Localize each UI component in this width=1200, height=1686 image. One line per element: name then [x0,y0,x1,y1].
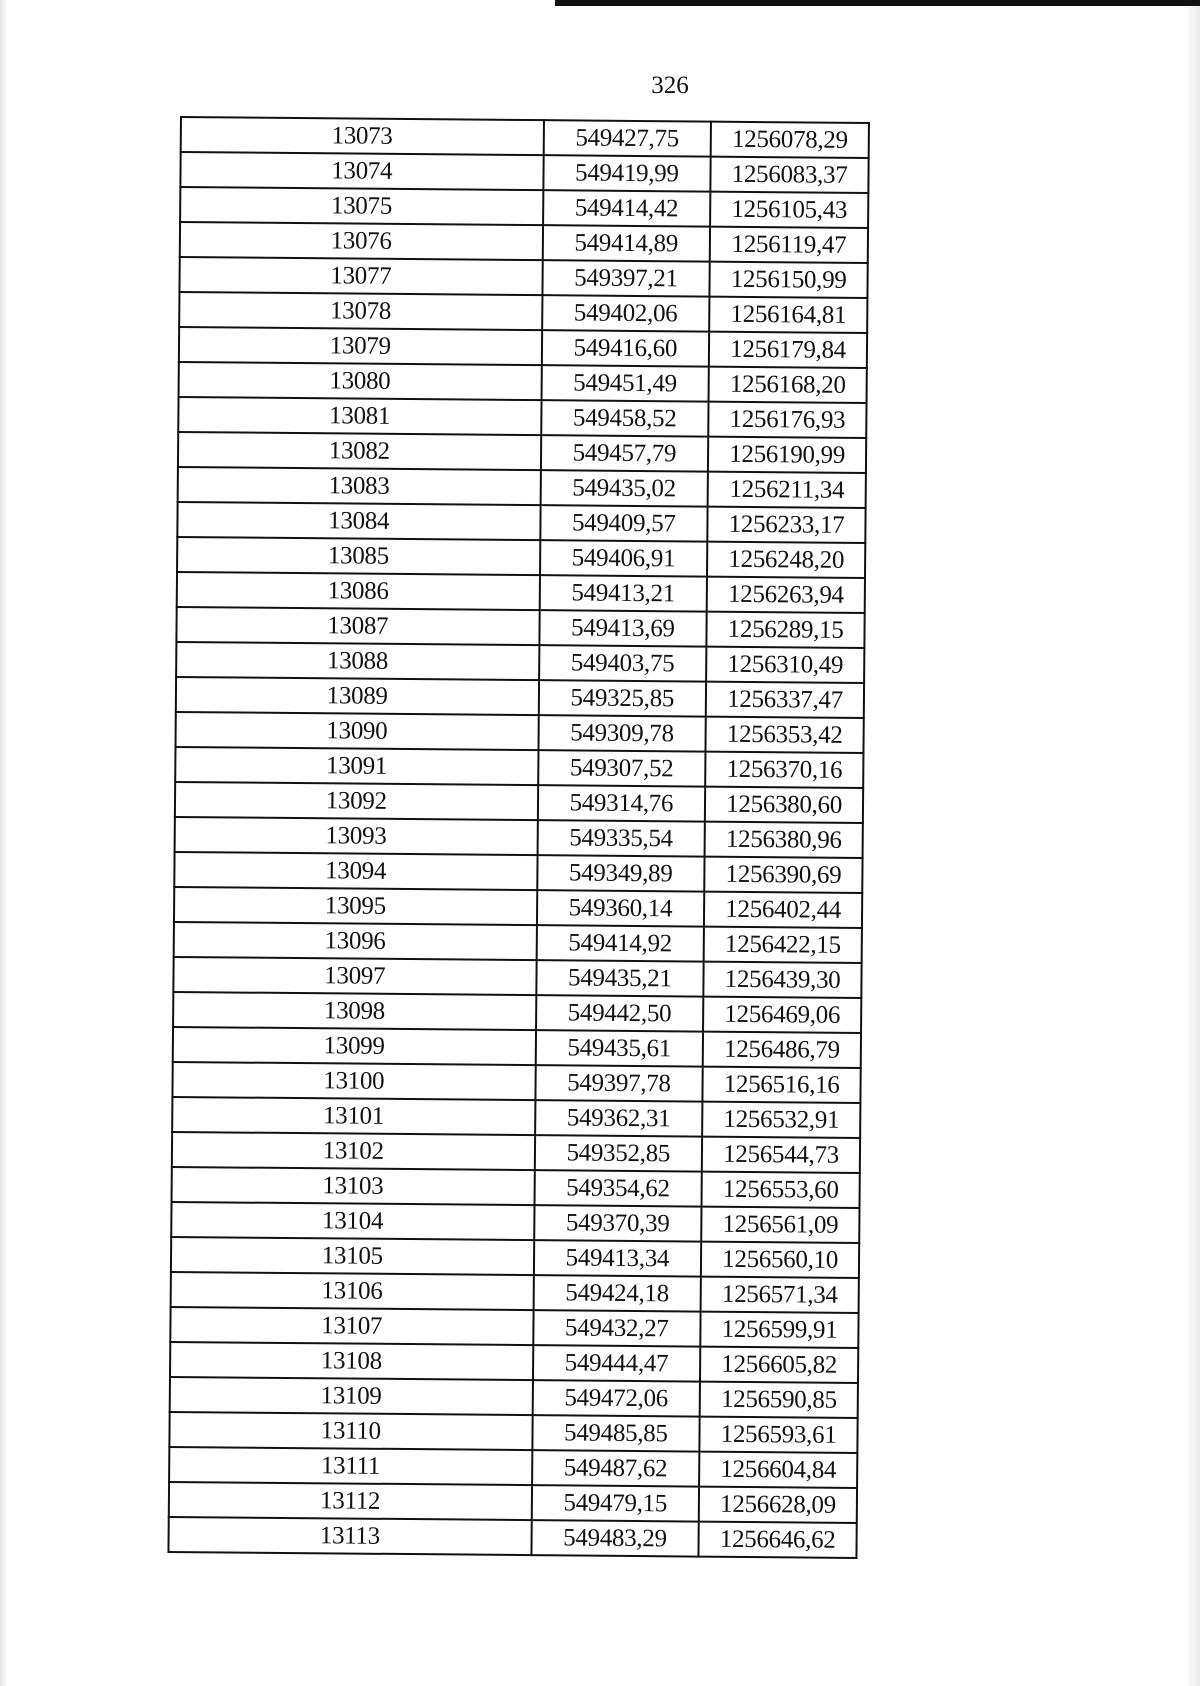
x-coordinate-cell: 549419,99 [543,155,711,191]
x-coordinate-cell: 549414,42 [543,190,711,226]
x-coordinate-cell: 549409,57 [540,505,708,541]
table-row [171,1272,859,1313]
y-coordinate-cell: 1256593,61 [700,1417,858,1453]
table-row [173,1027,861,1068]
x-coordinate-cell: 549406,91 [540,540,708,576]
point-number-cell: 13079 [179,327,542,365]
y-coordinate-cell: 1256211,34 [708,472,866,508]
point-number-cell: 13097 [173,957,536,995]
y-coordinate-cell: 1256605,82 [700,1347,858,1383]
y-coordinate-cell: 1256628,09 [699,1487,857,1523]
x-coordinate-cell: 549472,06 [532,1380,700,1416]
table-row [179,327,867,368]
y-coordinate-cell: 1256179,84 [709,332,867,368]
y-coordinate-cell: 1256353,42 [706,717,864,753]
x-coordinate-cell: 549352,85 [534,1135,702,1171]
x-coordinate-cell: 549487,62 [532,1450,700,1486]
y-coordinate-cell: 1256380,96 [705,822,863,858]
point-number-cell: 13087 [176,607,539,645]
table-row [169,1482,857,1523]
table-row [173,957,861,998]
x-coordinate-cell: 549403,75 [539,645,707,681]
point-number-cell: 13073 [181,117,544,155]
point-number-cell: 13110 [169,1412,532,1450]
point-number-cell: 13074 [180,152,543,190]
point-number-cell: 13100 [172,1062,535,1100]
x-coordinate-cell: 549444,47 [532,1345,700,1381]
y-coordinate-cell: 1256176,93 [708,402,866,438]
table-row [179,257,867,298]
point-number-cell: 13106 [171,1272,534,1310]
point-number-cell: 13077 [179,257,542,295]
x-coordinate-cell: 549349,89 [537,855,705,891]
x-coordinate-cell: 549458,52 [541,400,709,436]
point-number-cell: 13083 [178,467,541,505]
x-coordinate-cell: 549427,75 [543,120,711,156]
point-number-cell: 13113 [168,1517,531,1555]
table-row [178,467,866,508]
point-number-cell: 13105 [171,1237,534,1275]
y-coordinate-cell: 1256516,16 [703,1067,861,1103]
x-coordinate-cell: 549354,62 [534,1170,702,1206]
point-number-cell: 13092 [175,782,538,820]
point-number-cell: 13086 [177,572,540,610]
coordinates-table [167,116,870,1559]
table-row [172,1132,860,1173]
table-row [178,432,866,473]
y-coordinate-cell: 1256422,15 [704,927,862,963]
table-row [174,922,862,963]
y-coordinate-cell: 1256544,73 [702,1137,860,1173]
point-number-cell: 13095 [174,887,537,925]
point-number-cell: 13107 [170,1307,533,1345]
x-coordinate-cell: 549370,39 [534,1205,702,1241]
point-number-cell: 13090 [175,712,538,750]
x-coordinate-cell: 549402,06 [542,295,710,331]
x-coordinate-cell: 549483,29 [531,1520,699,1556]
x-coordinate-cell: 549442,50 [536,995,704,1031]
point-number-cell: 13103 [172,1167,535,1205]
y-coordinate-cell: 1256337,47 [706,682,864,718]
table-row [180,222,868,263]
y-coordinate-cell: 1256150,99 [710,262,868,298]
x-coordinate-cell: 549414,92 [536,925,704,961]
x-coordinate-cell: 549335,54 [537,820,705,856]
table-row [171,1237,859,1278]
y-coordinate-cell: 1256164,81 [709,297,867,333]
x-coordinate-cell: 549451,49 [541,365,709,401]
coordinates-table-body [168,117,868,1558]
y-coordinate-cell: 1256168,20 [709,367,867,403]
x-coordinate-cell: 549413,21 [539,575,707,611]
point-number-cell: 13101 [172,1097,535,1135]
point-number-cell: 13088 [176,642,539,680]
y-coordinate-cell: 1256390,69 [704,857,862,893]
table-row [175,712,863,753]
y-coordinate-cell: 1256590,85 [700,1382,858,1418]
x-coordinate-cell: 549416,60 [541,330,709,366]
scan-right-edge [1186,0,1200,1686]
x-coordinate-cell: 549457,79 [540,435,708,471]
x-coordinate-cell: 549432,27 [533,1310,701,1346]
x-coordinate-cell: 549360,14 [536,890,704,926]
y-coordinate-cell: 1256571,34 [701,1277,859,1313]
point-number-cell: 13109 [170,1377,533,1415]
x-coordinate-cell: 549397,78 [535,1065,703,1101]
table-row [172,1062,860,1103]
table-row [180,152,868,193]
x-coordinate-cell: 549314,76 [537,785,705,821]
y-coordinate-cell: 1256604,84 [699,1452,857,1488]
x-coordinate-cell: 549435,61 [535,1030,703,1066]
y-coordinate-cell: 1256532,91 [702,1102,860,1138]
y-coordinate-cell: 1256310,49 [706,647,864,683]
point-number-cell: 13099 [173,1027,536,1065]
y-coordinate-cell: 1256083,37 [711,157,869,193]
y-coordinate-cell: 1256402,44 [704,892,862,928]
point-number-cell: 13085 [177,537,540,575]
point-number-cell: 13084 [177,502,540,540]
table-row [179,292,867,333]
table-row [170,1342,858,1383]
point-number-cell: 13094 [174,852,537,890]
table-row [176,642,864,683]
point-number-cell: 13080 [179,362,542,400]
y-coordinate-cell: 1256469,06 [703,997,861,1033]
point-number-cell: 13082 [178,432,541,470]
x-coordinate-cell: 549435,21 [536,960,704,996]
point-number-cell: 13108 [170,1342,533,1380]
table-row [172,1097,860,1138]
y-coordinate-cell: 1256560,10 [701,1242,859,1278]
x-coordinate-cell: 549485,85 [532,1415,700,1451]
y-coordinate-cell: 1256646,62 [699,1522,857,1558]
table-row [180,187,868,228]
point-number-cell: 13104 [171,1202,534,1240]
y-coordinate-cell: 1256561,09 [701,1207,859,1243]
point-number-cell: 13076 [180,222,543,260]
table-row [176,677,864,718]
table-row [174,852,862,893]
table-row [175,817,863,858]
x-coordinate-cell: 549309,78 [538,715,706,751]
table-row [169,1447,857,1488]
y-coordinate-cell: 1256233,17 [707,507,865,543]
table-row [169,1412,857,1453]
y-coordinate-cell: 1256263,94 [707,577,865,613]
y-coordinate-cell: 1256380,60 [705,787,863,823]
y-coordinate-cell: 1256553,60 [702,1172,860,1208]
x-coordinate-cell: 549435,02 [540,470,708,506]
point-number-cell: 13102 [172,1132,535,1170]
x-coordinate-cell: 549424,18 [533,1275,701,1311]
point-number-cell: 13093 [175,817,538,855]
table-row [173,992,861,1033]
table-row [168,1517,856,1558]
y-coordinate-cell: 1256439,30 [704,962,862,998]
page-number: 326 [651,72,689,99]
table-row [178,397,866,438]
y-coordinate-cell: 1256105,43 [710,192,868,228]
table-row [170,1307,858,1348]
y-coordinate-cell: 1256119,47 [710,227,868,263]
point-number-cell: 13112 [169,1482,532,1520]
table-row [177,572,865,613]
x-coordinate-cell: 549362,31 [535,1100,703,1136]
table-row [177,502,865,543]
x-coordinate-cell: 549397,21 [542,260,710,296]
table-row [174,887,862,928]
y-coordinate-cell: 1256486,79 [703,1032,861,1068]
point-number-cell: 13098 [173,992,536,1030]
y-coordinate-cell: 1256289,15 [707,612,865,648]
point-number-cell: 13075 [180,187,543,225]
x-coordinate-cell: 549325,85 [538,680,706,716]
y-coordinate-cell: 1256248,20 [707,542,865,578]
table-row [179,362,867,403]
x-coordinate-cell: 549413,34 [533,1240,701,1276]
table-row [172,1167,860,1208]
point-number-cell: 13096 [174,922,537,960]
table-row [175,747,863,788]
y-coordinate-cell: 1256370,16 [705,752,863,788]
point-number-cell: 13089 [176,677,539,715]
table-row [171,1202,859,1243]
table-row [170,1377,858,1418]
x-coordinate-cell: 549479,15 [531,1485,699,1521]
top-border-line [555,0,1200,6]
point-number-cell: 13111 [169,1447,532,1485]
y-coordinate-cell: 1256078,29 [711,122,869,158]
point-number-cell: 13081 [178,397,541,435]
point-number-cell: 13091 [175,747,538,785]
scan-left-edge [0,0,8,1686]
x-coordinate-cell: 549414,89 [542,225,710,261]
x-coordinate-cell: 549307,52 [538,750,706,786]
y-coordinate-cell: 1256190,99 [708,437,866,473]
x-coordinate-cell: 549413,69 [539,610,707,646]
point-number-cell: 13078 [179,292,542,330]
y-coordinate-cell: 1256599,91 [700,1312,858,1348]
table-row [181,117,869,158]
table-row [175,782,863,823]
table-row [177,537,865,578]
table-row [176,607,864,648]
